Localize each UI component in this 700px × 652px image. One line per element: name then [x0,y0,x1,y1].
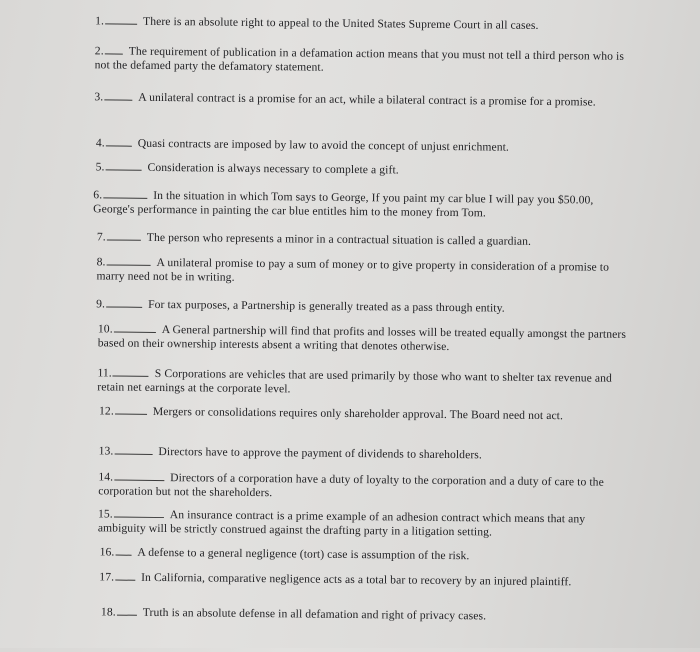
answer-blank[interactable] [107,229,141,240]
question-text: Truth is an absolute defense in all defamation and right of privacy cases. [142,605,487,623]
question-number: 14. [98,470,114,484]
question-number: 4. [95,136,105,150]
question-14 [98,469,628,504]
question-1 [95,13,625,34]
answer-blank[interactable] [106,296,142,307]
answer-blank[interactable] [105,13,137,24]
question-number: 6. [93,188,103,202]
question-text: Directors of a corporation have a duty of loyalty to the corporation and a duty of care to the corporation but not the shareholders. [98,471,604,500]
answer-blank[interactable] [103,187,147,198]
question-text: In the situation in which Tom says to George, If you paint my car blue I will pay you $50.00, George's performance in painting the car blue entitles him to the money from Tom. [93,188,594,220]
question-2 [95,43,625,78]
question-number: 2. [94,44,104,58]
question-number: 11. [97,366,112,380]
answer-blank[interactable] [107,254,151,265]
question-3 [94,89,624,110]
answer-blank[interactable] [115,404,147,415]
answer-blank[interactable] [105,43,123,54]
answer-blank[interactable] [115,545,131,556]
question-text: There is an absolute right to appeal to the United States Supreme Court in all cases. [142,14,539,32]
question-text: A General partnership will find that profits and losses will be treated equally amongst the partners based on their ownership interests absent a writing that denotes otherwise. [97,323,627,354]
answer-blank[interactable] [114,322,156,333]
answer-blank[interactable] [114,507,164,519]
question-number: 13. [98,444,114,458]
question-16 [100,544,630,565]
question-17 [99,569,629,590]
question-text: The requirement of publication in a defamation action means that you must not tell a third person who is not the defamed party the defamatory statement. [94,44,625,74]
question-number: 16. [99,545,115,559]
question-7 [97,229,627,250]
answer-blank[interactable] [104,89,132,100]
question-number: 5. [95,160,105,174]
answer-blank[interactable] [106,159,142,170]
question-text: Directors have to approve the payment of dividends to shareholders. [158,445,483,462]
question-text: Consideration is always necessary to complete a gift. [147,160,399,177]
answer-blank[interactable] [113,366,149,377]
answer-blank[interactable] [117,605,137,616]
question-18 [101,604,631,625]
question-number: 3. [94,90,104,104]
question-15 [98,506,628,541]
question-text: A unilateral promise to pay a sum of money or to give property in consideration of a promise to marry need not be in writing. [96,255,610,284]
question-text: S Corporations are vehicles that are used primarily by those who want to shelter tax revenue and retain net earnings at the corporate level. [97,366,613,396]
question-13 [99,443,629,464]
question-text: In California, comparative negligence acts as a total bar to recovery by an injured plaintiff. [141,570,572,589]
question-text: A unilateral contract is a promise for an act, while a bilateral contract is a promise for a promise. [138,90,596,109]
question-number: 7. [96,230,106,244]
question-number: 18. [100,605,116,619]
answer-blank[interactable] [106,135,132,146]
question-number: 9. [96,297,106,311]
question-text: Mergers or consolidations requires only shareholder approval. The Board need not act. [152,404,564,423]
question-number: 10. [97,322,113,336]
question-text: For tax purposes, a Partnership is generally treated as a pass through entity. [148,297,505,315]
question-text: An insurance contract is a prime example of an adhesion contract which means that any ambiguity will be strictly construed against the drafting party in a litigation setting. [97,508,586,539]
answer-blank[interactable] [114,444,152,455]
question-9 [96,296,626,317]
question-text: A defense to a general negligence (tort) case is assumption of the risk. [137,545,470,563]
question-11 [97,365,627,400]
question-5 [96,159,626,180]
answer-blank[interactable] [115,570,135,581]
question-12 [99,403,589,423]
question-number: 15. [97,507,113,521]
question-10 [98,321,628,356]
question-6 [93,187,623,222]
question-number: 1. [95,14,105,28]
question-number: 8. [96,255,106,269]
answer-blank[interactable] [114,470,164,482]
question-4 [96,135,626,156]
question-8 [96,254,626,289]
question-text: The person who represents a minor in a contractual situation is called a guardian. [146,230,532,248]
question-number: 12. [99,404,114,418]
question-text: Quasi contracts are imposed by law to avoid the concept of unjust enrichment. [137,136,510,154]
question-number: 17. [99,570,115,584]
